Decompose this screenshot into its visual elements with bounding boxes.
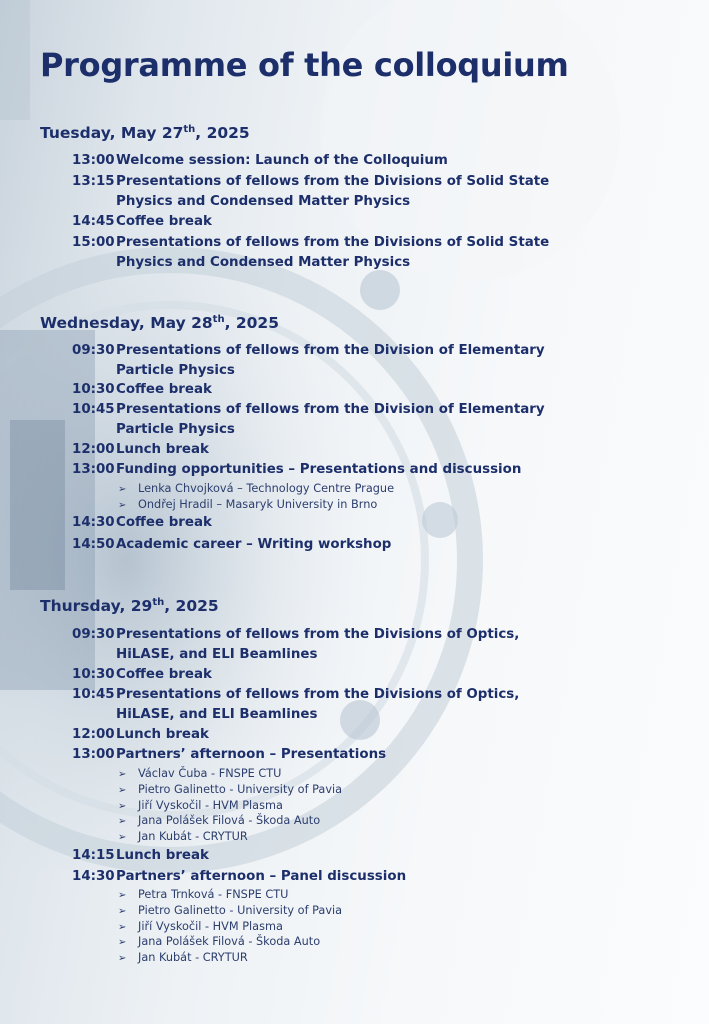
item-time: 10:45 [72, 687, 115, 702]
arrow-bullet-icon: ➢ [118, 905, 127, 917]
item-time: 14:30 [72, 869, 115, 884]
schedule-item [72, 151, 592, 171]
item-text: Coffee break [116, 214, 212, 229]
item-text: Coffee break [116, 667, 212, 682]
speaker-entry [118, 497, 377, 514]
day-year: , 2025 [224, 314, 280, 333]
item-text: Funding opportunities – Presentations and discussion [116, 462, 522, 477]
item-time: 15:00 [72, 235, 115, 250]
item-time: 09:30 [72, 627, 115, 642]
arrow-bullet-icon: ➢ [118, 921, 127, 933]
day-year: , 2025 [164, 597, 219, 616]
item-text-block [116, 233, 592, 272]
schedule-item [72, 867, 592, 887]
speaker-entry [118, 798, 283, 815]
item-text-continued: Particle Physics [116, 421, 235, 437]
speaker-name: Jiří Vyskočil - HVM Plasma [138, 919, 283, 933]
item-time: 13:00 [72, 462, 115, 477]
item-time: 13:00 [72, 153, 115, 168]
item-text-block [116, 665, 592, 685]
item-text-block [116, 745, 592, 765]
speaker-entry [118, 950, 248, 967]
schedule-item [72, 685, 592, 724]
item-text: Coffee break [116, 515, 212, 530]
speaker-entry [118, 919, 283, 936]
item-text-block [116, 151, 592, 171]
speaker-entry [118, 813, 320, 830]
arrow-bullet-icon: ➢ [118, 953, 127, 965]
speaker-name: Jan Kubát - CRYTUR [138, 830, 248, 844]
schedule-item [72, 535, 592, 555]
item-time: 12:00 [72, 442, 115, 457]
day-name: Thursday, 29 [40, 597, 153, 616]
day-name: Tuesday, May 27 [40, 124, 184, 143]
item-text-block [116, 725, 592, 745]
item-text-block [116, 212, 592, 232]
day-name: Wednesday, May 28 [40, 314, 213, 333]
schedule-item [72, 745, 592, 765]
item-text-block [116, 625, 592, 664]
day-heading [40, 314, 279, 332]
item-time: 10:45 [72, 402, 115, 417]
item-text-block [116, 535, 592, 555]
speaker-name: Jan Kubát - CRYTUR [138, 951, 248, 965]
speaker-name: Lenka Chvojková – Technology Centre Prague [138, 482, 395, 495]
speaker-entry [118, 903, 342, 920]
day-heading [40, 597, 219, 615]
speaker-entry [118, 829, 248, 846]
item-time: 10:30 [72, 667, 115, 682]
arrow-bullet-icon: ➢ [118, 832, 127, 844]
schedule-item [72, 172, 592, 211]
speaker-entry [118, 766, 281, 783]
item-text: Presentations of fellows from the Divisions of Optics, [116, 627, 520, 642]
item-text: Coffee break [116, 382, 212, 397]
arrow-bullet-icon: ➢ [118, 890, 127, 901]
speaker-entry [118, 887, 288, 904]
speaker-entry [118, 782, 342, 799]
item-time: 10:30 [72, 382, 115, 397]
item-text: Partners’ afternoon – Panel discussion [116, 869, 407, 884]
item-text: Lunch break [116, 442, 209, 457]
item-time: 14:15 [72, 848, 115, 863]
item-text-block [116, 846, 592, 866]
item-text-block [116, 867, 592, 887]
schedule-item [72, 440, 592, 460]
item-time: 09:30 [72, 343, 115, 358]
speaker-name: Pietro Galinetto - University of Pavia [138, 903, 343, 917]
item-time: 14:30 [72, 515, 115, 530]
item-text-block [116, 460, 592, 480]
arrow-bullet-icon: ➢ [118, 816, 127, 828]
item-text: Presentations of fellows from the Divisions of Solid State [116, 235, 550, 250]
item-text: Presentations of fellows from the Division of Elementary [116, 402, 545, 417]
item-time: 13:00 [72, 747, 115, 762]
day-suffix: th [152, 597, 165, 608]
speaker-name: Jiří Vyskočil - HVM Plasma [138, 798, 283, 812]
speaker-entry [118, 934, 320, 951]
arrow-bullet-icon: ➢ [118, 937, 127, 949]
item-text-block [116, 685, 592, 724]
item-time: 12:00 [72, 727, 115, 742]
item-text-continued: Physics and Condensed Matter Physics [116, 254, 411, 270]
schedule-item [72, 400, 592, 439]
schedule-item [72, 665, 592, 685]
schedule-item [72, 625, 592, 664]
schedule-item [72, 846, 592, 866]
schedule-item [72, 341, 592, 380]
page-title: Programme of the colloquium [40, 46, 569, 84]
arrow-bullet-icon: ➢ [118, 784, 127, 796]
arrow-bullet-icon: ➢ [118, 499, 127, 511]
day-heading [40, 124, 250, 142]
arrow-bullet-icon: ➢ [118, 484, 127, 495]
speaker-name: Václav Čuba - FNSPE CTU [138, 767, 282, 780]
item-text-continued: HiLASE, and ELI Beamlines [116, 646, 318, 662]
item-text-block [116, 513, 592, 533]
item-text: Partners’ afternoon – Presentations [116, 747, 387, 762]
item-text-continued: Physics and Condensed Matter Physics [116, 193, 411, 209]
arrow-bullet-icon: ➢ [118, 800, 127, 812]
speaker-name: Ondřej Hradil – Masaryk University in Brno [138, 497, 378, 511]
item-time: 14:45 [72, 214, 115, 229]
item-text: Welcome session: Launch of the Colloquium [116, 153, 448, 168]
schedule-item [72, 460, 592, 480]
item-text-block [116, 380, 592, 400]
day-suffix: th [183, 124, 196, 135]
speaker-entry [118, 481, 394, 498]
day-year: , 2025 [195, 124, 250, 143]
item-text: Lunch break [116, 848, 209, 863]
item-text: Academic career – Writing workshop [116, 537, 392, 552]
arrow-bullet-icon: ➢ [118, 769, 127, 780]
item-text: Presentations of fellows from the Division of Elementary [116, 343, 545, 358]
schedule-item [72, 233, 592, 272]
item-text-block [116, 341, 592, 380]
item-text: Presentations of fellows from the Divisions of Optics, [116, 687, 520, 702]
item-text: Presentations of fellows from the Divisions of Solid State [116, 174, 550, 189]
schedule-item [72, 212, 592, 232]
schedule-item [72, 513, 592, 533]
item-text-continued: Particle Physics [116, 362, 235, 378]
speaker-name: Jana Polášek Filová - Škoda Auto [138, 814, 321, 828]
speaker-name: Petra Trnková - FNSPE CTU [138, 888, 289, 901]
speaker-name: Jana Polášek Filová - Škoda Auto [138, 935, 321, 949]
schedule-item [72, 725, 592, 745]
item-text-block [116, 172, 592, 211]
item-text-block [116, 400, 592, 439]
speaker-name: Pietro Galinetto - University of Pavia [138, 782, 343, 796]
item-time: 14:50 [72, 537, 115, 552]
item-text: Lunch break [116, 727, 209, 742]
item-text-block [116, 440, 592, 460]
day-suffix: th [212, 314, 225, 325]
item-text-continued: HiLASE, and ELI Beamlines [116, 706, 318, 722]
item-time: 13:15 [72, 174, 115, 189]
schedule-item [72, 380, 592, 400]
